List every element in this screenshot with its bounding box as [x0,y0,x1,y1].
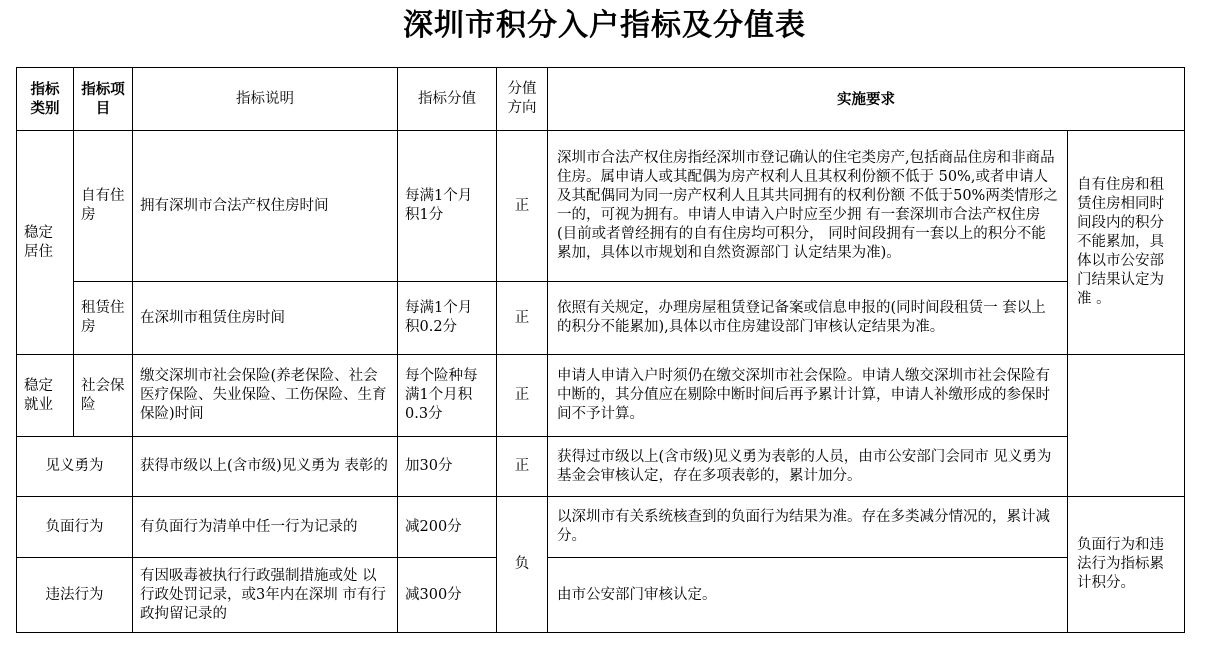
score-rent-house: 每满1个月 积0.2分 [398,282,497,355]
page-title: 深圳市积分入户指标及分值表 [403,8,806,43]
direction-rent-house: 正 [497,282,548,355]
description-social-insurance: 缴交深圳市社会保险(养老保险、社会医疗保险、失业保险、工伤保险、生育保险)时间 [133,355,398,437]
direction-negative: 负 [497,497,548,633]
table-row-heroism [17,437,1185,497]
table-row-illegal [17,558,1185,633]
category-housing: 稳定居住 [17,131,74,355]
item-rent-house: 租赁住房 [74,282,133,355]
requirement-own-house: 深圳市合法产权住房指经深圳市登记确认的住宅类房产,包括商品住房和非商品住房。属申请人或其配偶为房产权利人且其权利份额不低于 50%,或者申请人及其配偶同为同一房产权利人且其共同拥有的权利份额 不低于50%两类情形之一的，可视为拥有。申请人申请入户时应至少拥 有一套深圳市合法产权住房(目前或者曾经拥有的自有住房均可积分， 同时间段拥有一套以上的积分不能累加，具体以市规划和自然资源部门 认定结果为准)。 [548,131,1068,282]
category-heroism: 见义勇为 [17,437,133,497]
item-own-house: 自有住房 [74,131,133,282]
score-own-house: 每满1个月 积1分 [398,131,497,282]
direction-own-house: 正 [497,131,548,282]
header-description: 指标说明 [133,68,398,131]
score-table [16,67,1185,633]
note-negative: 负面行为和违法行为指标累 计积分。 [1068,497,1185,633]
score-social-insurance: 每个险种每满1个月积0.3分 [398,355,497,437]
requirement-rent-house: 依照有关规定，办理房屋租赁登记备案或信息申报的(同时间段租赁一 套以上的积分不能累加),具体以市住房建设部门审核认定结果为准。 [548,282,1068,355]
note-empty [1068,355,1185,497]
table-row-own-house [17,131,1185,282]
table-row-rent-house [17,282,1185,355]
table-row-negative [17,497,1185,558]
header-row [17,68,1185,131]
header-requirement: 实施要求 [548,68,1185,131]
description-negative: 有负面行为清单中任一行为记录的 [133,497,398,558]
score-negative: 减200分 [398,497,497,558]
requirement-negative: 以深圳市有关系统核查到的负面行为结果为准。存在多类减分情况的，累计减分。 [548,497,1068,558]
description-heroism: 获得市级以上(含市级)见义勇为 表彰的 [133,437,398,497]
requirement-social-insurance: 申请人申请入户时须仍在缴交深圳市社会保险。申请人缴交深圳市社会保险有中断的，其分值应在剔除中断时间后再予累计计算，申请人补缴形成的参保时间不予计算。 [548,355,1068,437]
score-heroism: 加30分 [398,437,497,497]
item-social-insurance: 社会保险 [74,355,133,437]
score-illegal: 减300分 [398,558,497,633]
description-own-house: 拥有深圳市合法产权住房时间 [133,131,398,282]
category-negative: 负面行为 [17,497,133,558]
header-direction: 分值方向 [497,68,548,131]
requirement-illegal: 由市公安部门审核认定。 [548,558,1068,633]
header-score: 指标分值 [398,68,497,131]
note-housing: 自有住房和租赁住房相同时间段内的积分 不能累加，具体以市公安部 门结果认定为准 。 [1068,131,1185,355]
category-illegal: 违法行为 [17,558,133,633]
direction-social-insurance: 正 [497,355,548,437]
description-rent-house: 在深圳市租赁住房时间 [133,282,398,355]
header-item: 指标项目 [74,68,133,131]
direction-heroism: 正 [497,437,548,497]
description-illegal: 有因吸毒被执行行政强制措施或处 以行政处罚记录，或3年内在深圳 市有行政拘留记录的 [133,558,398,633]
table-row-social-insurance [17,355,1185,437]
header-category: 指标类别 [17,68,74,131]
requirement-heroism: 获得过市级以上(含市级)见义勇为表彰的人员，由市公安部门会同市 见义勇为基金会审核认定，存在多项表彰的，累计加分。 [548,437,1068,497]
category-employment: 稳定就业 [17,355,74,437]
